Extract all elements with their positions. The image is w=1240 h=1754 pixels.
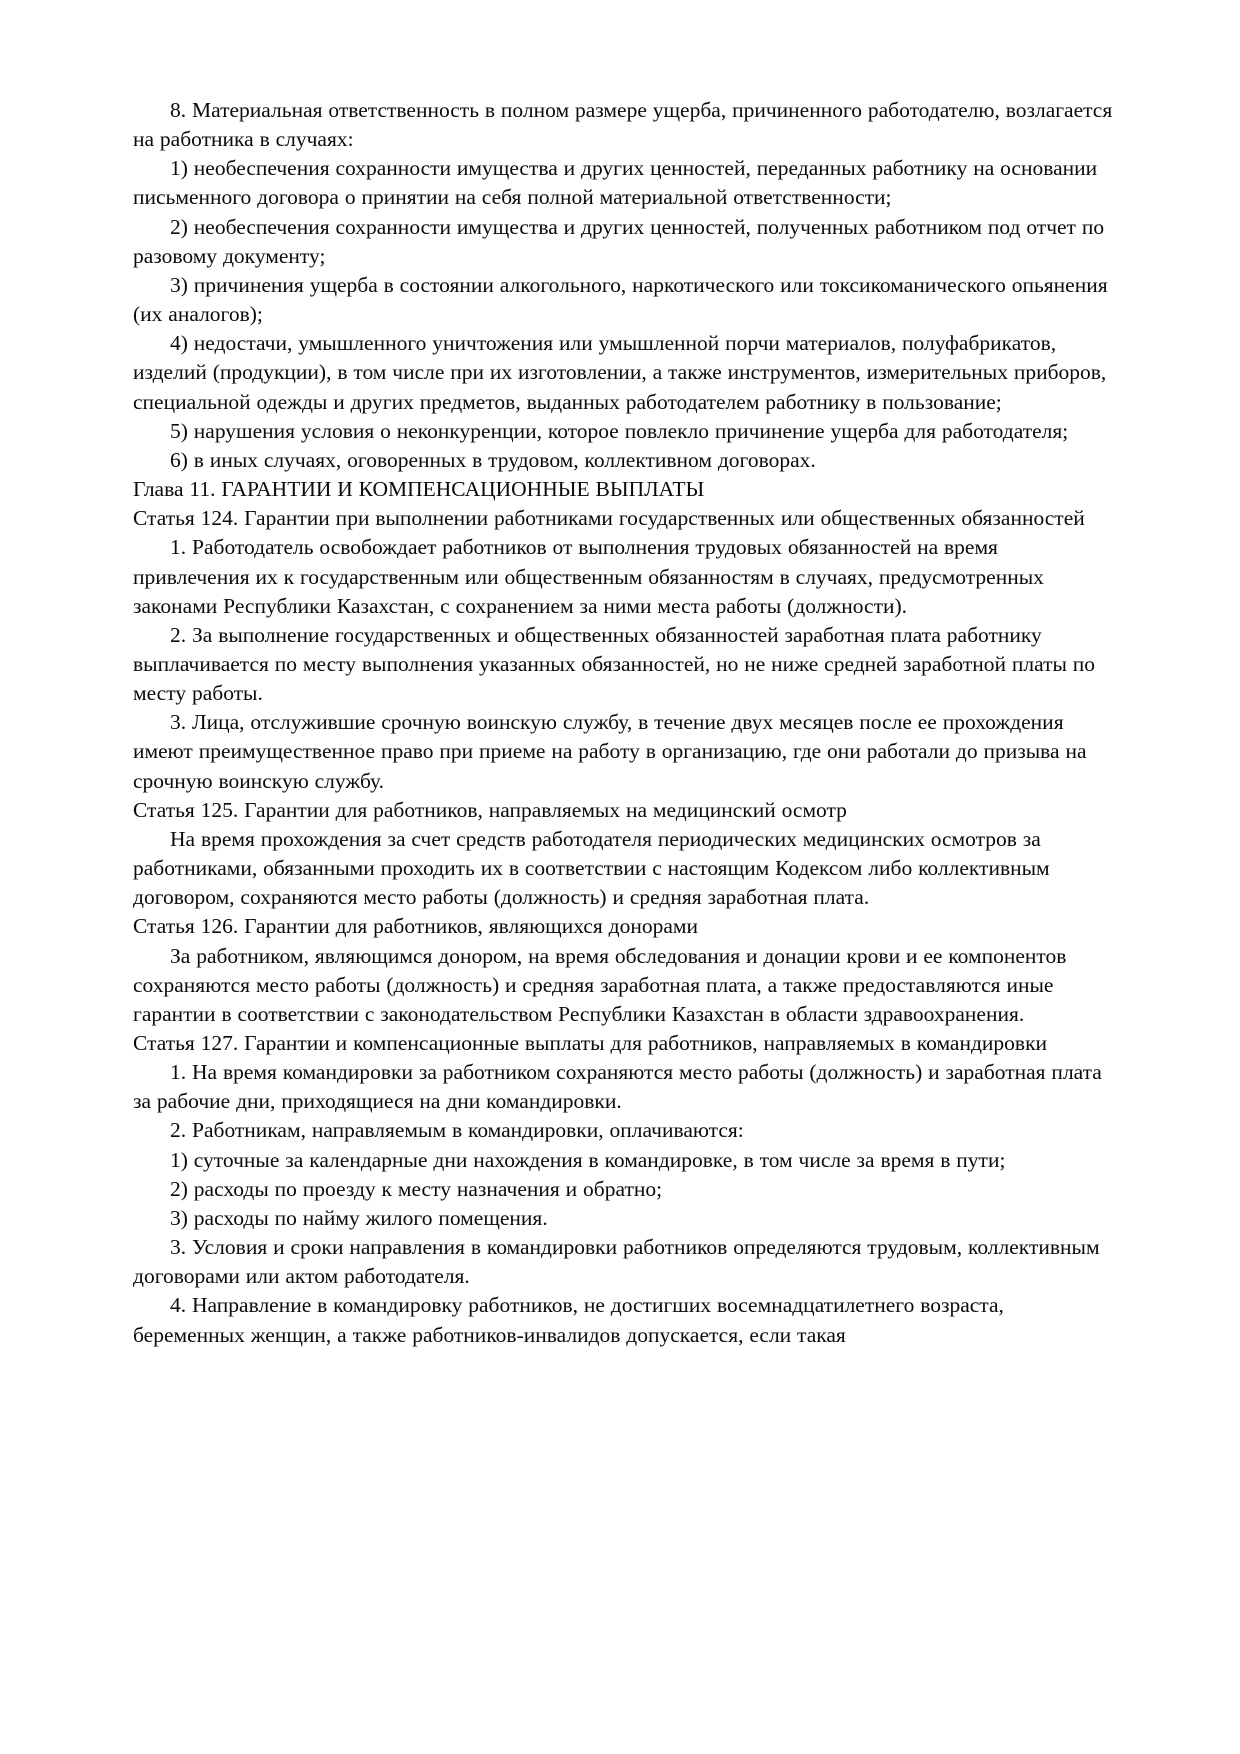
paragraph: Статья 124. Гарантии при выполнении работниками государственных или общественных обязанностей: [133, 506, 1085, 531]
paragraph: 6) в иных случаях, оговоренных в трудовом, коллективном договорах.: [170, 447, 816, 472]
paragraph: 4. Направление в командировку работников, не достигших восемнадцатилетнего возраста, беременных женщин, а также работников-инвалидов допускается, если такая: [133, 1293, 1004, 1347]
paragraph: Статья 125. Гарантии для работников, направляемых на медицинский осмотр: [133, 797, 847, 822]
paragraph: Статья 126. Гарантии для работников, являющихся донорами: [133, 914, 699, 939]
document-text-block: [133, 96, 1115, 1350]
paragraph: 1. Работодатель освобождает работников от выполнения трудовых обязанностей на время привлечения их к государственным или общественным обязанностям в случаях, предусмотренных законами Республики Казахстан, с сохранением за ними места работы (должности).: [133, 535, 1044, 618]
paragraph: На время прохождения за счет средств работодателя периодических медицинских осмотров за работниками, обязанными проходить их в соответствии с настоящим Кодексом либо коллективным договором, сохраняются место работы (должность) и средняя заработная плата.: [133, 826, 1050, 910]
paragraph: 3) расходы по найму жилого помещения.: [170, 1205, 548, 1230]
paragraph: 4) недостачи, умышленного уничтожения или умышленной порчи материалов, полуфабрикатов, изделий (продукции), в том числе при их изготовлении, а также инструментов, измерительных приборов, специальной одежды и других предметов, выданных работодателем работнику в пользование;: [133, 331, 1107, 414]
paragraph: 3. Лица, отслужившие срочную воинскую службу, в течение двух месяцев после ее прохождения имеют преимущественное право при приеме на работу в организацию, где они работали до призыва на срочную воинскую службу.: [133, 710, 1087, 793]
paragraph: Глава 11. ГАРАНТИИ И КОМПЕНСАЦИОННЫЕ ВЫПЛАТЫ: [133, 477, 705, 502]
paragraph: За работником, являющимся донором, на время обследования и донации крови и ее компонентов сохраняются место работы (должность) и средняя заработная плата, а также предоставляются иные гарантии в соответствии с законодательством Республики Казахстан в области здравоохранения.: [133, 943, 1067, 1026]
paragraph: 5) нарушения условия о неконкуренции, которое повлекло причинение ущерба для работодателя;: [170, 418, 1069, 443]
paragraph: 1. На время командировки за работником сохраняются место работы (должность) и заработная плата за рабочие дни, приходящиеся на дни командировки.: [133, 1060, 1102, 1114]
paragraph: 2) необеспечения сохранности имущества и других ценностей, полученных работником под отчет по разовому документу;: [133, 214, 1105, 268]
paragraph: 3. Условия и сроки направления в командировки работников определяются трудовым, коллективным договорами или актом работодателя.: [133, 1235, 1100, 1289]
paragraph: 8. Материальная ответственность в полном размере ущерба, причиненного работодателю, возлагается на работника в случаях:: [133, 98, 1113, 152]
paragraph: Статья 127. Гарантии и компенсационные выплаты для работников, направляемых в командировки: [133, 1031, 1048, 1055]
paragraph: 2. За выполнение государственных и общественных обязанностей заработная плата работнику выплачивается по месту выполнения указанных обязанностей, но не ниже средней заработной платы по месту работы.: [133, 622, 1096, 706]
paragraph: 2) расходы по проезду к месту назначения и обратно;: [170, 1176, 663, 1201]
paragraph: 1) суточные за календарные дни нахождения в командировке, в том числе за время в пути;: [170, 1147, 1006, 1172]
paragraph: 2. Работникам, направляемым в командировки, оплачиваются:: [170, 1118, 744, 1143]
paragraph: 3) причинения ущерба в состоянии алкогольного, наркотического или токсикоманического опьянения (их аналогов);: [133, 272, 1108, 327]
paragraph: 1) необеспечения сохранности имущества и других ценностей, переданных работнику на основании письменного договора о принятии на себя полной материальной ответственности;: [133, 156, 1098, 210]
